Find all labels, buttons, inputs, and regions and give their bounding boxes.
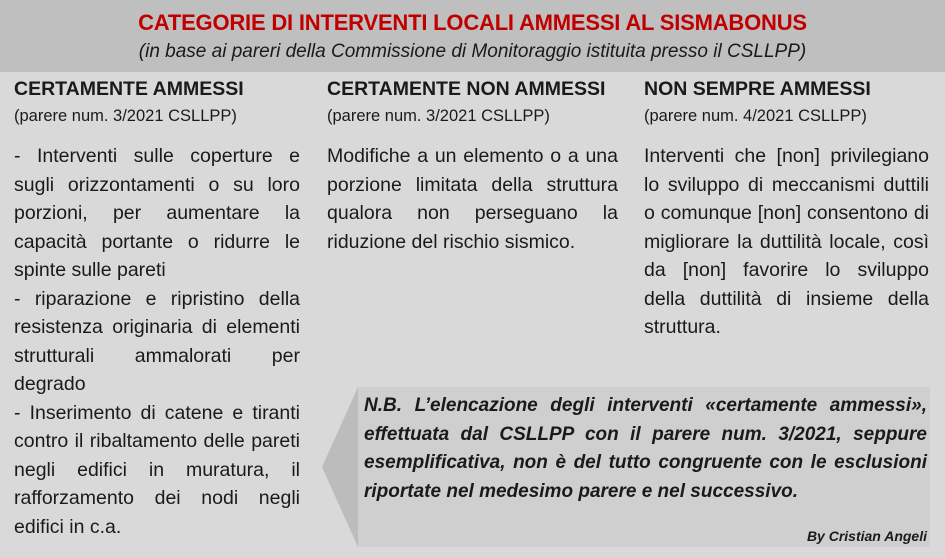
note-text: N.B. L’elencazione degli interventi «certamente ammessi», effettuata dal CSLLPP con il parere num. 3/2021, seppure esemplificativa, non è del tutto congruente con le esclusioni riportate nel medesimo parere e nel successivo.	[364, 395, 927, 502]
list-item: Modifiche a un elemento o a una porzione limitata della struttura qualora non perseguano la riduzione del rischio sismico.	[327, 145, 618, 253]
header-band	[0, 0, 945, 72]
column-source: (parere num. 3/2021 CSLLPP)	[14, 107, 237, 125]
column-certamente-ammessi	[14, 76, 300, 541]
column-body	[327, 142, 618, 256]
column-certamente-non-ammessi	[327, 76, 618, 256]
list-item: - Interventi sulle coperture e sugli orizzontamenti o su loro porzioni, per aumentare la capacità portante o ridurre le spinte sulle pareti	[14, 145, 300, 281]
column-body	[14, 142, 300, 541]
column-non-sempre-ammessi	[644, 76, 929, 342]
column-body	[644, 142, 929, 342]
list-item: - riparazione e ripristino della resistenza originaria di elementi strutturali ammalorati per degrado	[14, 287, 300, 395]
list-item: - Inserimento di catene e tiranti contro il ribaltamento delle pareti negli edifici in muratura, il rafforzamento dei nodi negli edifici in c.a.	[14, 401, 300, 538]
list-item: Interventi che [non] privilegiano lo sviluppo di meccanismi duttili o comunque [non] consentono di migliorare la duttilità locale, così da [non] favorire lo sviluppo della duttilità di insieme della struttura.	[644, 145, 929, 338]
page-title: CATEGORIE DI INTERVENTI LOCALI AMMESSI AL SISMABONUS	[138, 10, 807, 35]
author-credit: By Cristian Angeli	[806, 528, 927, 544]
callout-arrow	[322, 387, 358, 547]
column-source: (parere num. 3/2021 CSLLPP)	[327, 107, 550, 125]
page-subtitle: (in base ai pareri della Commissione di Monitoraggio istituita presso il CSLLPP)	[138, 41, 807, 62]
column-heading: CERTAMENTE AMMESSI	[14, 78, 244, 100]
column-heading: NON SEMPRE AMMESSI	[644, 78, 871, 100]
column-heading: CERTAMENTE NON AMMESSI	[327, 78, 606, 100]
column-source: (parere num. 4/2021 CSLLPP)	[644, 107, 867, 125]
